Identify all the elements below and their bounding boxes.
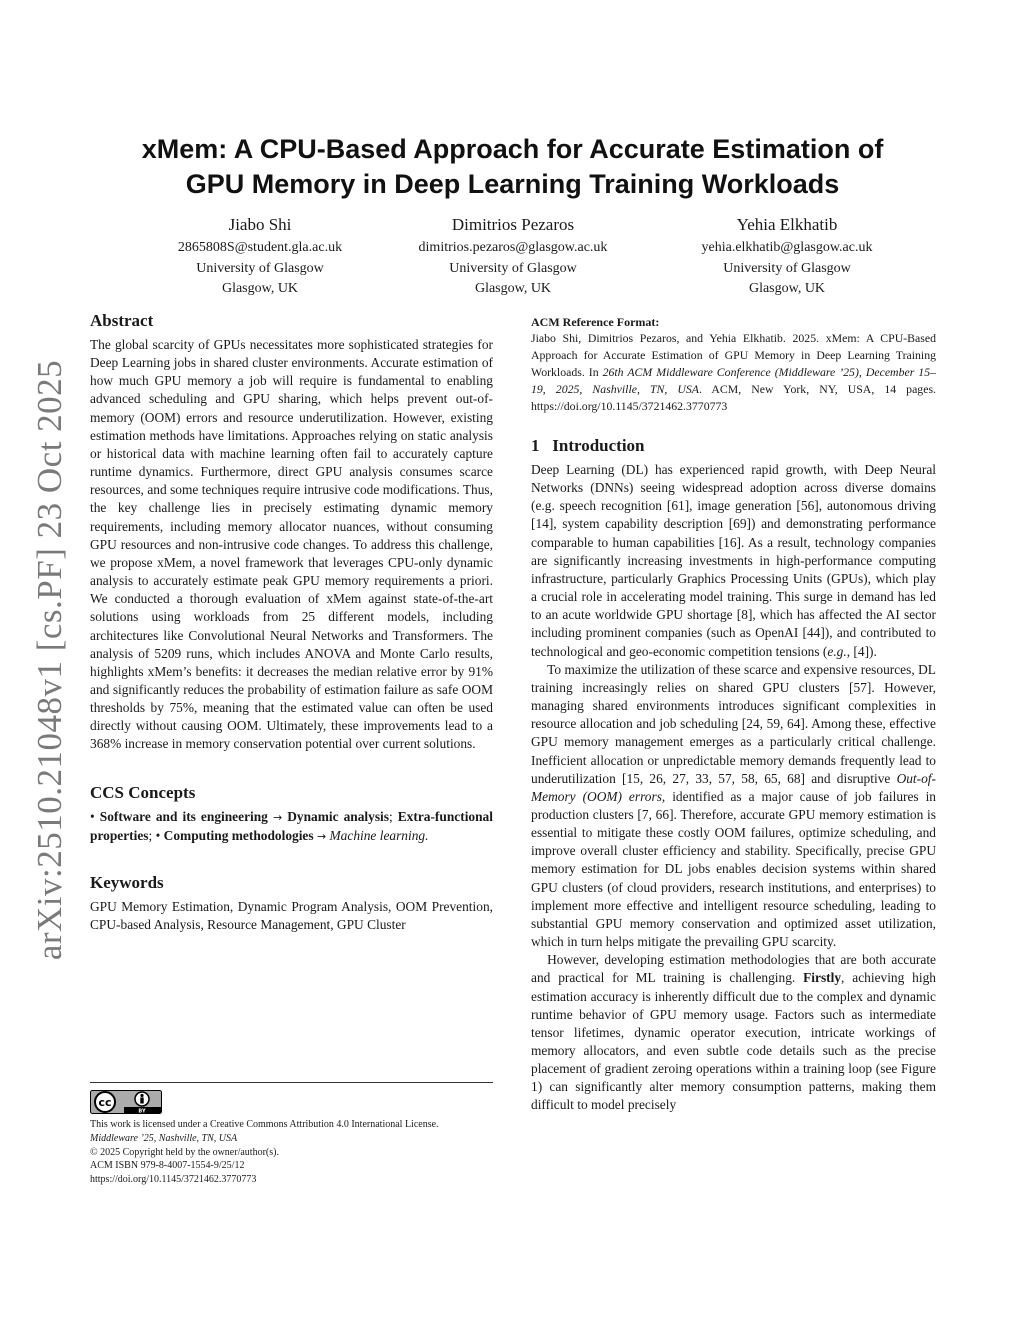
intro-paragraph-2 xyxy=(531,661,936,952)
title-line-2: GPU Memory in Deep Learning Training Workloads xyxy=(185,169,840,199)
intro-p1-end: , [4]). xyxy=(846,643,877,659)
intro-paragraph-1 xyxy=(531,461,936,661)
ccs-separator: ; xyxy=(148,827,153,843)
ccs-concepts xyxy=(90,808,493,846)
left-column xyxy=(90,310,493,934)
intro-p2-oom: Out-of-Memory (OOM) errors xyxy=(531,770,936,804)
author-affiliation: University of Glasgow xyxy=(723,260,851,276)
ccs-separator: ; xyxy=(388,808,393,824)
doi-link[interactable]: https://doi.org/10.1145/3721462.3770773 xyxy=(90,1174,257,1186)
author-location: Glasgow, UK xyxy=(474,281,552,296)
arxiv-stamp: arXiv:2510.21048v1 [cs.PF] 23 Oct 2025 xyxy=(30,359,69,961)
author-location: Glasgow, UK xyxy=(748,281,826,296)
intro-p2-end: , identified as a major cause of job failures in production clusters [7, 66]. Therefore, accurate GPU memory estimation is essential to mitigate these costly OOM failures, optimize scheduling, and improve overall cluster efficiency and stability. Specifically, precise GPU memory estimation for DL jobs enables decision systems within shared GPU clusters (of cloud providers, research institutions, and enterprises) to implement more effective and intelligent resource scheduling, leading to substantial GPU memory conservation and optimized asset utilization, which in turn helps mitigate the prevailing GPU scarcity. xyxy=(531,788,936,950)
intro-p3-text: However, developing estimation methodologies that are both accurate and practical for ML training is challenging. xyxy=(531,952,936,986)
isbn-text: ACM ISBN 979-8-4007-1554-9/25/12 xyxy=(90,1160,245,1172)
arrow-icon: → xyxy=(316,829,327,843)
venue-text: Middleware ’25, Nashville, TN, USA xyxy=(90,1132,238,1144)
author-affiliation: University of Glasgow xyxy=(449,260,577,276)
by-label: BY xyxy=(138,1108,146,1114)
author-name: Yehia Elkhatib xyxy=(736,215,838,234)
ccs-item-2: Extra-functional properties xyxy=(90,808,493,843)
section-number: 1 xyxy=(531,436,540,455)
acm-ref-part1: Jiabo Shi, Dimitrios Pezaros, and Yehia Elkhatib. 2025. xMem: A CPU-Based Approach for Accurate Estimation of GPU Memory in Deep Learning Training Workloads. In xyxy=(531,331,936,379)
keywords-heading: Keywords xyxy=(90,872,164,892)
intro-p3-firstly: Firstly xyxy=(803,970,842,986)
author-name: Jiabo Shi xyxy=(228,215,292,234)
intro-p1-eg: e.g. xyxy=(827,643,847,659)
ccs-heading: CCS Concepts xyxy=(90,782,196,802)
ccs-bullet: • xyxy=(90,808,95,824)
section-title: Introduction xyxy=(552,436,645,455)
intro-paragraph-3 xyxy=(531,951,936,1114)
right-column xyxy=(531,310,936,1115)
author-location: Glasgow, UK xyxy=(221,281,299,296)
author-email: yehia.elkhatib@glasgow.ac.uk xyxy=(701,240,873,255)
introduction-heading xyxy=(531,435,936,457)
keywords-text: GPU Memory Estimation, Dynamic Program Analysis, OOM Prevention, CPU-based Analysis, Resource Management, GPU Cluster xyxy=(90,898,493,933)
license-text: This work is licensed under a Creative Commons Attribution 4.0 International License. xyxy=(90,1119,439,1130)
license-footer xyxy=(90,1118,500,1187)
abstract-text: The global scarcity of GPUs necessitates more sophisticated strategies for Deep Learning jobs in shared cluster environments. Accurate estimation of how much GPU memory a job will require is fundamental to enabling advanced scheduling and GPU sharing, which helps prevent out-of-memory (OOM) errors and resource underutilization. However, existing estimation methods have limitations. Approaches relying on static analysis or historical data with machine learning often fail to accurately capture runtime dynamics. Furthermore, direct GPU analysis consumes scarce resources, and some techniques require intrusive code modifications. Thus, the key challenge lies in precisely estimating dynamic memory requirements, including memory allocator nuances, without consuming GPU resources and non-intrusive code changes. To address this challenge, we propose xMem, a novel framework that leverages CPU-only dynamic analysis to accurately estimate peak GPU memory requirements a priori. We conducted a thorough evaluation of xMem against state-of-the-art solutions using workloads from 25 different models, including architectures like Convolutional Neural Networks and Transformers. The analysis of 5209 runs, which includes ANOVA and Monte Carlo results, highlights xMem’s benefits: it decreases the median relative error by 91% and significantly reduces the probability of estimation failure as safe OOM thresholds by 75%, meaning that the estimated value can often be used directly without causing OOM. Ultimately, these improvements lead to a 368% increase in memory conservation potential over current solutions. xyxy=(90,337,493,752)
author-email: dimitrios.pezaros@glasgow.ac.uk xyxy=(418,240,608,255)
title-line-1: xMem: A CPU-Based Approach for Accurate Estimation of xyxy=(141,134,884,164)
ccs-bullet: • xyxy=(155,827,161,843)
author-block-3 xyxy=(637,214,937,300)
author-affiliation: University of Glasgow xyxy=(196,260,324,276)
copyright-text: © 2025 Copyright held by the owner/author(s). xyxy=(90,1146,279,1158)
cc-label: cc xyxy=(98,1096,112,1109)
abstract-heading: Abstract xyxy=(90,311,154,330)
paper-title xyxy=(90,132,935,202)
cc-by-license-icon xyxy=(90,1090,162,1114)
author-name: Dimitrios Pezaros xyxy=(451,215,575,234)
acm-ref-venue: 26th ACM Middleware Conference (Middleware ’25), December 15–19, 2025, Nashville, TN, USA xyxy=(531,365,936,396)
ccs-item-1-tail: Dynamic analysis xyxy=(287,808,389,824)
arrow-icon: → xyxy=(272,810,283,824)
intro-p3-end: , achieving high estimation accuracy is inherently difficult due to the complex and dynamic runtime behavior of GPU memory usage. Factors such as intermediate tensor lifetimes, dynamic operator execution, intricate workings of memory allocators, and even subtle code details such as the precise placement of gradient zeroing operations within a training loop (see Figure 1) can significantly alter memory consumption patterns, making them difficult to model precisely xyxy=(531,970,936,1113)
acm-ref-part2: . ACM, New York, NY, USA, 14 pages. https://doi.org/10.1145/3721462.3770773 xyxy=(531,382,936,413)
acm-ref-body xyxy=(531,330,936,415)
intro-p1-text: Deep Learning (DL) has experienced rapid growth, with Deep Neural Networks (DNNs) seeing widespread adoption across diverse domains (e.g. speech recognition [61], image generation [56], autonomous driving [14], system capability description [69]) and demonstrating performance comparable to human capabilities [16]. As a result, technology companies are significantly increasing investments in high-performance computing infrastructure, particularly Graphics Processing Units (GPUs), which play a crucial role in accelerating model training. This surge in demand has led to an acute worldwide GPU shortage [8], which has affected the AI sector including prominent companies (such as OpenAI [44]), and contributed to technological and geo-economic competition tensions ( xyxy=(531,462,936,659)
footer-divider xyxy=(90,1082,493,1083)
author-block-2 xyxy=(363,214,663,300)
intro-p2-text: To maximize the utilization of these scarce and expensive resources, DL training increasingly relies on shared GPU clusters [57]. However, managing shared environments introduces significant complexities in resource allocation and job scheduling [24, 59, 64]. Among these, effective GPU memory management emerges as a particularly critical challenge. Inefficient allocation or unpredictable memory demands frequently lead to underutilization [15, 26, 27, 33, 57, 58, 65, 68] and disruptive xyxy=(531,661,936,786)
ccs-item-3-head: Computing methodologies xyxy=(163,827,314,843)
author-email: 2865808S@student.gla.ac.uk xyxy=(177,240,343,255)
ccs-item-1-head: Software and its engineering xyxy=(99,808,268,824)
acm-ref-heading: ACM Reference Format: xyxy=(531,315,660,329)
ccs-item-3-tail: Machine learning. xyxy=(329,827,429,843)
